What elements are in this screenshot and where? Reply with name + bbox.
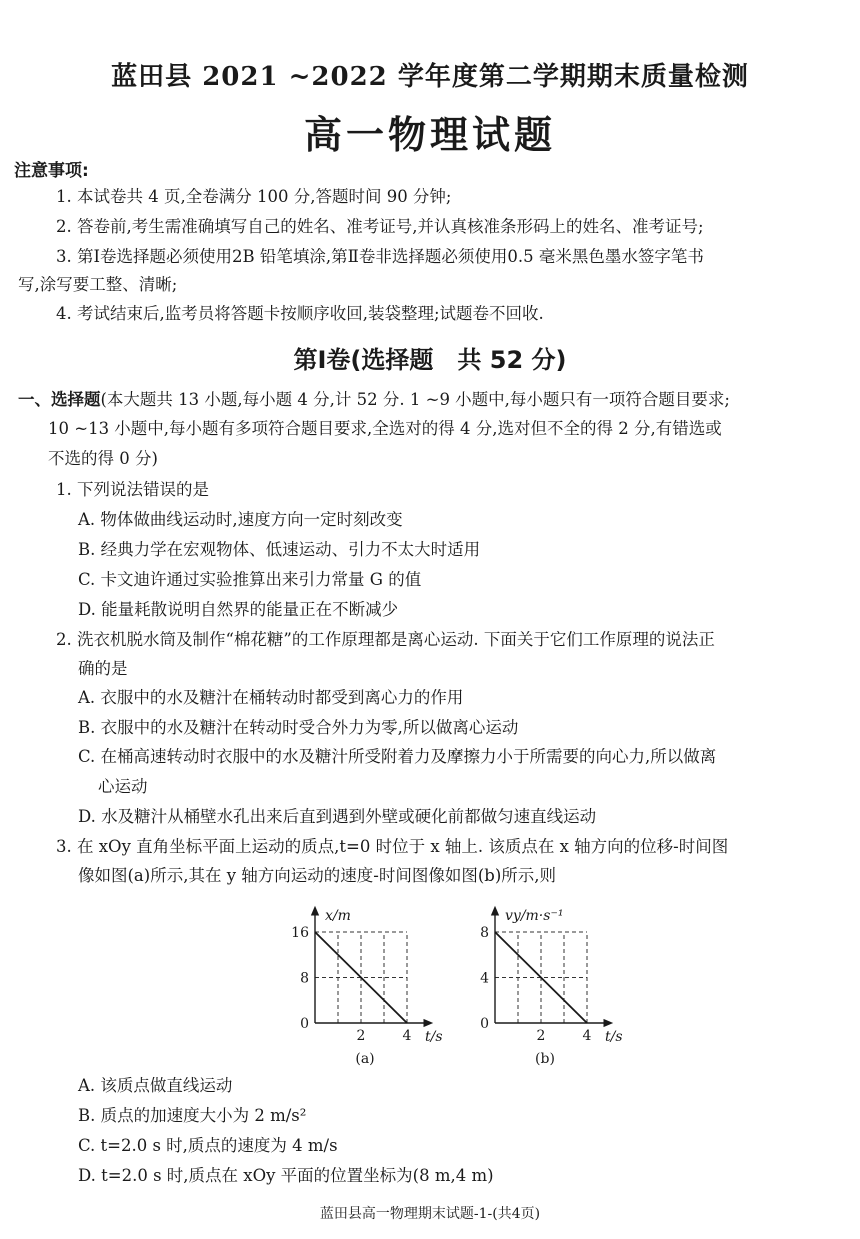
y-axis-label: vy/m·s⁻¹	[505, 908, 564, 924]
x-tick-label: 4	[582, 1028, 592, 1044]
x-tick-label: 4	[402, 1028, 412, 1044]
instructions-text: 不选的得 0 分)	[48, 449, 158, 468]
x-tick-label: 2	[536, 1028, 546, 1044]
section-title: 第Ⅰ卷(选择题 共 52 分)	[293, 346, 567, 374]
y-tick-label: 0	[480, 1016, 489, 1032]
note-item: 4. 考试结束后,监考员将答题卡按顺序收回,装袋整理;试题卷不回收.	[56, 304, 544, 323]
note-item: 2. 答卷前,考生需准确填写自己的姓名、准考证号,并认真核准条形码上的姓名、准考证号;	[56, 217, 704, 236]
option-c: C. 在桶高速转动时衣服中的水及糖汁所受附着力及摩擦力小于所需要的向心力,所以做离	[78, 747, 717, 766]
option-b: B. 质点的加速度大小为 2 m/s²	[78, 1106, 307, 1125]
instructions-text: 10 ~13 小题中,每小题有多项符合题目要求,全选对的得 4 分,选对但不全的得 2 分,有错选或	[48, 419, 722, 438]
page-footer: 蓝田县高一物理期末试题-1-(共4页)	[319, 1206, 541, 1222]
question-stem: 2. 洗衣机脱水筒及制作“棉花糖”的工作原理都是离心运动. 下面关于它们工作原理的说法正	[56, 630, 715, 649]
option-a: A. 该质点做直线运动	[78, 1076, 233, 1095]
question-stem: 3. 在 xOy 直角坐标平面上运动的质点,t=0 时位于 x 轴上. 该质点在 x 轴方向的位移-时间图	[56, 837, 729, 856]
option-d: D. 能量耗散说明自然界的能量正在不断减少	[78, 600, 399, 619]
subject-title: 高一物理试题	[303, 113, 556, 157]
note-item: 写,涂写要工整、清晰;	[18, 275, 178, 294]
notes-title: 注意事项:	[14, 161, 89, 181]
question-stem: 像如图(a)所示,其在 y 轴方向运动的速度-时间图像如图(b)所示,则	[78, 866, 557, 885]
note-item: 3. 第Ⅰ卷选择题必须使用2B 铅笔填涂,第Ⅱ卷非选择题必须使用0.5 毫米黑色墨水签字笔书	[56, 247, 704, 266]
section-instructions	[18, 385, 730, 415]
option-c: C. 卡文迪许通过实验推算出来引力常量 G 的值	[78, 570, 422, 589]
graph-a	[291, 908, 442, 1067]
option-c-cont: 心运动	[98, 777, 148, 796]
y-tick-label: 0	[300, 1016, 309, 1032]
option-d: D. t=2.0 s 时,质点在 xOy 平面的位置坐标为(8 m,4 m)	[78, 1166, 494, 1185]
graph-b	[480, 908, 622, 1067]
y-tick-label: 8	[480, 925, 489, 941]
graphs-figure	[280, 895, 660, 1075]
option-d: D. 水及糖汁从桶壁水孔出来后直到遇到外壁或硬化前都做匀速直线运动	[78, 807, 597, 826]
y-tick-label: 4	[480, 970, 489, 987]
y-tick-label: 16	[291, 925, 309, 941]
instructions-text: (本大题共 13 小题,每小题 4 分,计 52 分. 1 ~9 小题中,每小题只有一项符合题目要求;	[100, 390, 730, 409]
x-axis-label: t/s	[425, 1029, 443, 1045]
figure-caption: (a)	[355, 1051, 375, 1067]
y-axis-label: x/m	[325, 908, 351, 924]
figure-caption: (b)	[535, 1051, 555, 1067]
question-stem: 确的是	[78, 659, 128, 678]
y-tick-label: 8	[300, 970, 309, 987]
option-c: C. t=2.0 s 时,质点的速度为 4 m/s	[78, 1136, 338, 1155]
exam-title: 蓝田县 2021 ~2022 学年度第二学期期末质量检测	[111, 62, 749, 92]
option-b: B. 衣服中的水及糖汁在转动时受合外力为零,所以做离心运动	[78, 718, 519, 737]
x-tick-label: 2	[356, 1028, 366, 1044]
note-item: 1. 本试卷共 4 页,全卷满分 100 分,答题时间 90 分钟;	[56, 187, 452, 206]
option-a: A. 物体做曲线运动时,速度方向一定时刻改变	[78, 510, 403, 529]
question-stem: 1. 下列说法错误的是	[56, 480, 209, 499]
instructions-heading: 一、选择题	[18, 390, 101, 409]
x-axis-label: t/s	[605, 1029, 623, 1045]
option-b: B. 经典力学在宏观物体、低速运动、引力不太大时适用	[78, 540, 481, 559]
option-a: A. 衣服中的水及糖汁在桶转动时都受到离心力的作用	[78, 688, 464, 707]
